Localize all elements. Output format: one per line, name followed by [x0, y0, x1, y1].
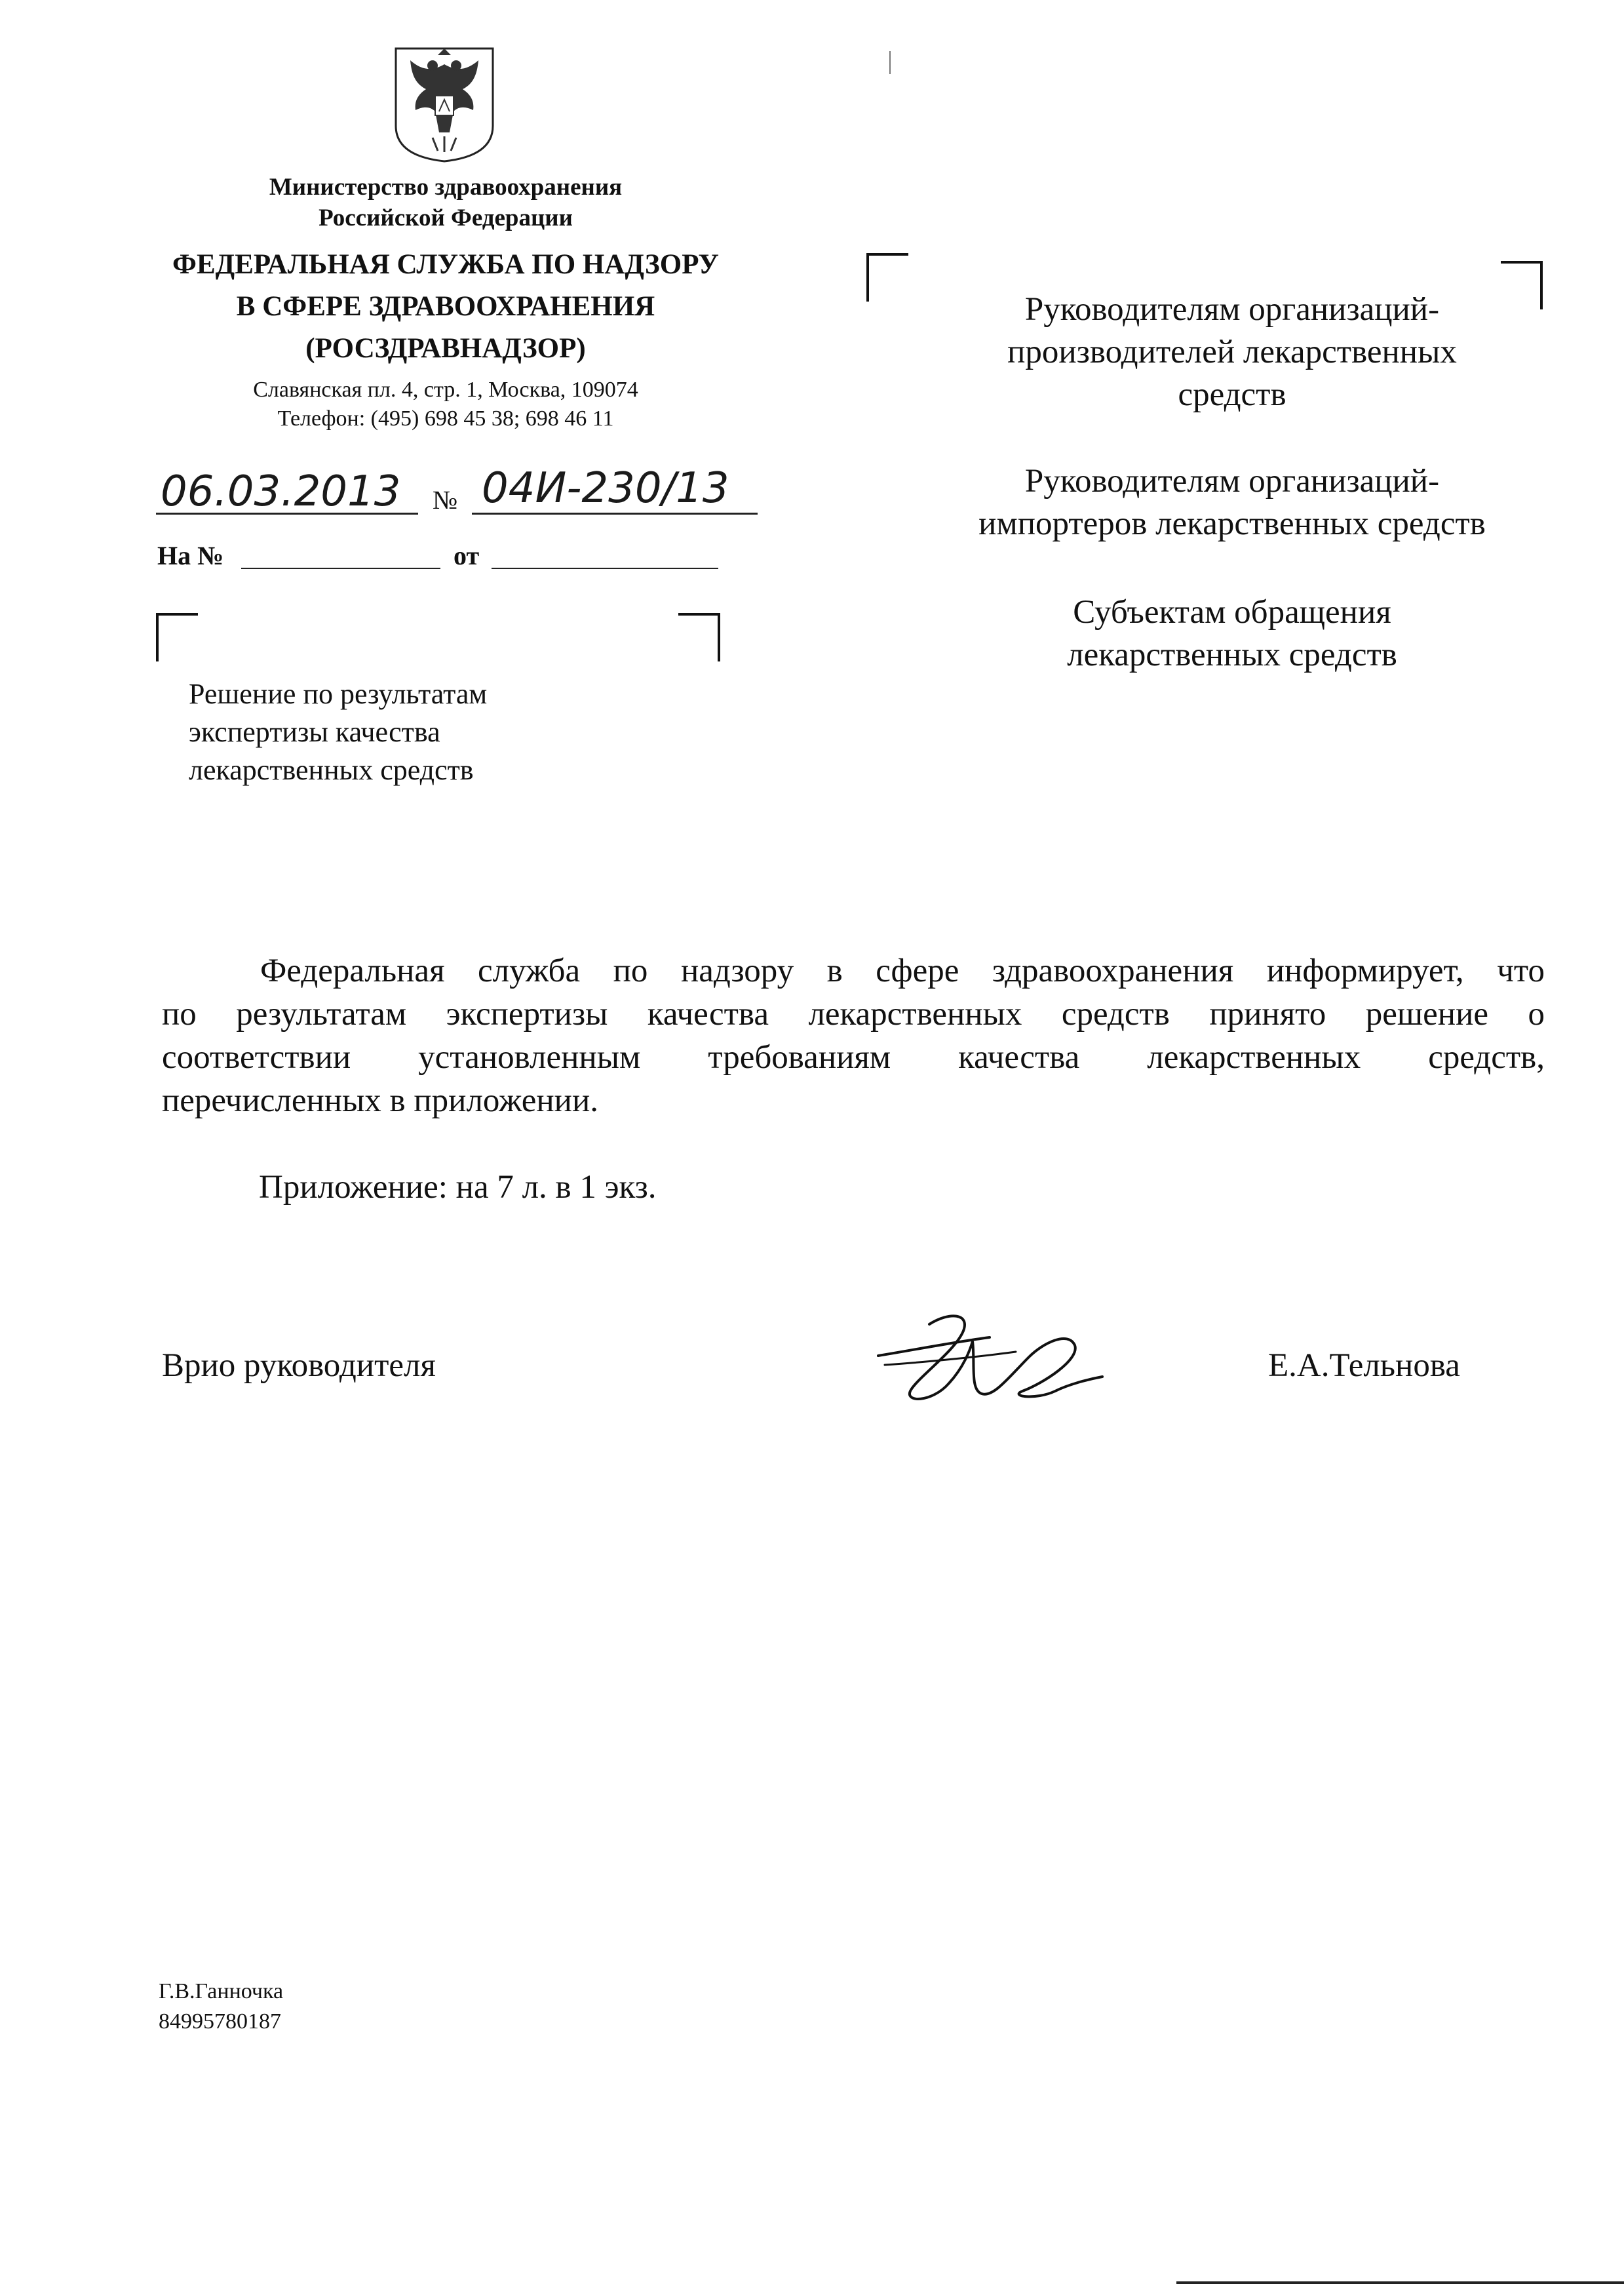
body-word: сфере — [876, 953, 959, 989]
service-line: ФЕДЕРАЛЬНАЯ СЛУЖБА ПО НАДЗОРУ — [172, 249, 719, 280]
body-line — [162, 993, 1545, 1036]
subject-line: Решение по результатам — [189, 678, 488, 710]
date-underline — [156, 513, 418, 515]
addressee-block — [918, 591, 1547, 677]
letter-body — [162, 949, 1545, 1122]
letter-subject — [189, 675, 648, 789]
ministry-line: Министерство здравоохранения — [269, 174, 623, 201]
addressee-block — [918, 288, 1547, 416]
body-word: качества — [647, 996, 769, 1033]
scan-edge-line — [1176, 2281, 1624, 2284]
ministry-name — [131, 172, 760, 233]
handwritten-signature — [872, 1305, 1108, 1416]
service-phone: Телефон: (495) 698 45 38; 698 46 11 — [277, 406, 614, 431]
addressee-line: производителей лекарственных — [1007, 334, 1457, 370]
scan-mark — [889, 51, 891, 74]
document-date: 06.03.2013 — [161, 467, 401, 516]
body-word: соответствии — [162, 1039, 351, 1076]
body-line — [162, 1036, 1545, 1079]
body-word: средств, — [1428, 1039, 1545, 1076]
body-word: здравоохранения — [992, 953, 1234, 989]
body-word: перечисленных в приложении. — [162, 1082, 598, 1119]
executor-phone: 84995780187 — [159, 2009, 281, 2034]
subject-line: лекарственных средств — [189, 754, 474, 786]
service-line: (РОСЗДРАВНАДЗОР) — [305, 333, 586, 364]
service-address: Славянская пл. 4, стр. 1, Москва, 109074 — [253, 378, 638, 402]
subject-corner-right — [678, 613, 720, 661]
attachment-note: Приложение: на 7 л. в 1 экз. — [259, 1169, 657, 1206]
executor-name: Г.В.Ганночка — [159, 1979, 284, 2003]
body-word: в — [826, 953, 843, 989]
service-name — [131, 244, 760, 370]
body-word: Федеральная — [260, 953, 445, 989]
addressee-line: Руководителям организаций- — [1024, 463, 1440, 500]
body-word: установленным — [418, 1039, 641, 1076]
addressee-line: средств — [1178, 376, 1286, 413]
addressee-corner-left — [866, 253, 908, 302]
subject-line: экспертизы качества — [189, 716, 440, 748]
body-line — [162, 1079, 1545, 1122]
signer-title: Врио руководителя — [162, 1347, 436, 1384]
body-word: экспертизы — [446, 996, 608, 1033]
subject-corner-left — [156, 613, 198, 661]
addressee-line: лекарственных средств — [1067, 637, 1397, 673]
body-line — [162, 949, 1545, 993]
reference-date-blank — [492, 568, 718, 569]
signer-name: Е.А.Тельнова — [1268, 1347, 1460, 1384]
body-word: принято — [1209, 996, 1326, 1033]
reference-date-label: от — [454, 541, 480, 570]
body-word: по — [613, 953, 648, 989]
document-number: 04И-230/13 — [482, 464, 729, 513]
body-word: лекарственных — [808, 996, 1022, 1033]
addressee-line: Руководителям организаций- — [1024, 291, 1440, 328]
body-word: решение — [1365, 996, 1488, 1033]
body-word: по — [162, 996, 197, 1033]
addressee-block — [918, 460, 1547, 545]
number-sign: № — [433, 485, 458, 515]
body-word: качества — [958, 1039, 1080, 1076]
addressee-line: импортеров лекарственных средств — [978, 505, 1486, 542]
ministry-line: Российской Федерации — [319, 205, 573, 231]
body-word: что — [1497, 953, 1545, 989]
addressee-line: Субъектам обращения — [1073, 594, 1391, 631]
body-word: результатам — [236, 996, 407, 1033]
body-word: надзору — [680, 953, 794, 989]
body-word: информирует, — [1266, 953, 1464, 989]
reference-number-blank — [241, 568, 440, 569]
number-underline — [472, 513, 758, 515]
body-word: служба — [478, 953, 581, 989]
body-word: требованиям — [708, 1039, 891, 1076]
body-word: лекарственных — [1147, 1039, 1361, 1076]
body-word: средств — [1061, 996, 1170, 1033]
reference-number-label: На № — [157, 541, 224, 570]
russian-coat-of-arms-icon — [392, 46, 497, 164]
service-line: В СФЕРЕ ЗДРАВООХРАНЕНИЯ — [236, 291, 655, 322]
body-word: о — [1528, 996, 1545, 1033]
